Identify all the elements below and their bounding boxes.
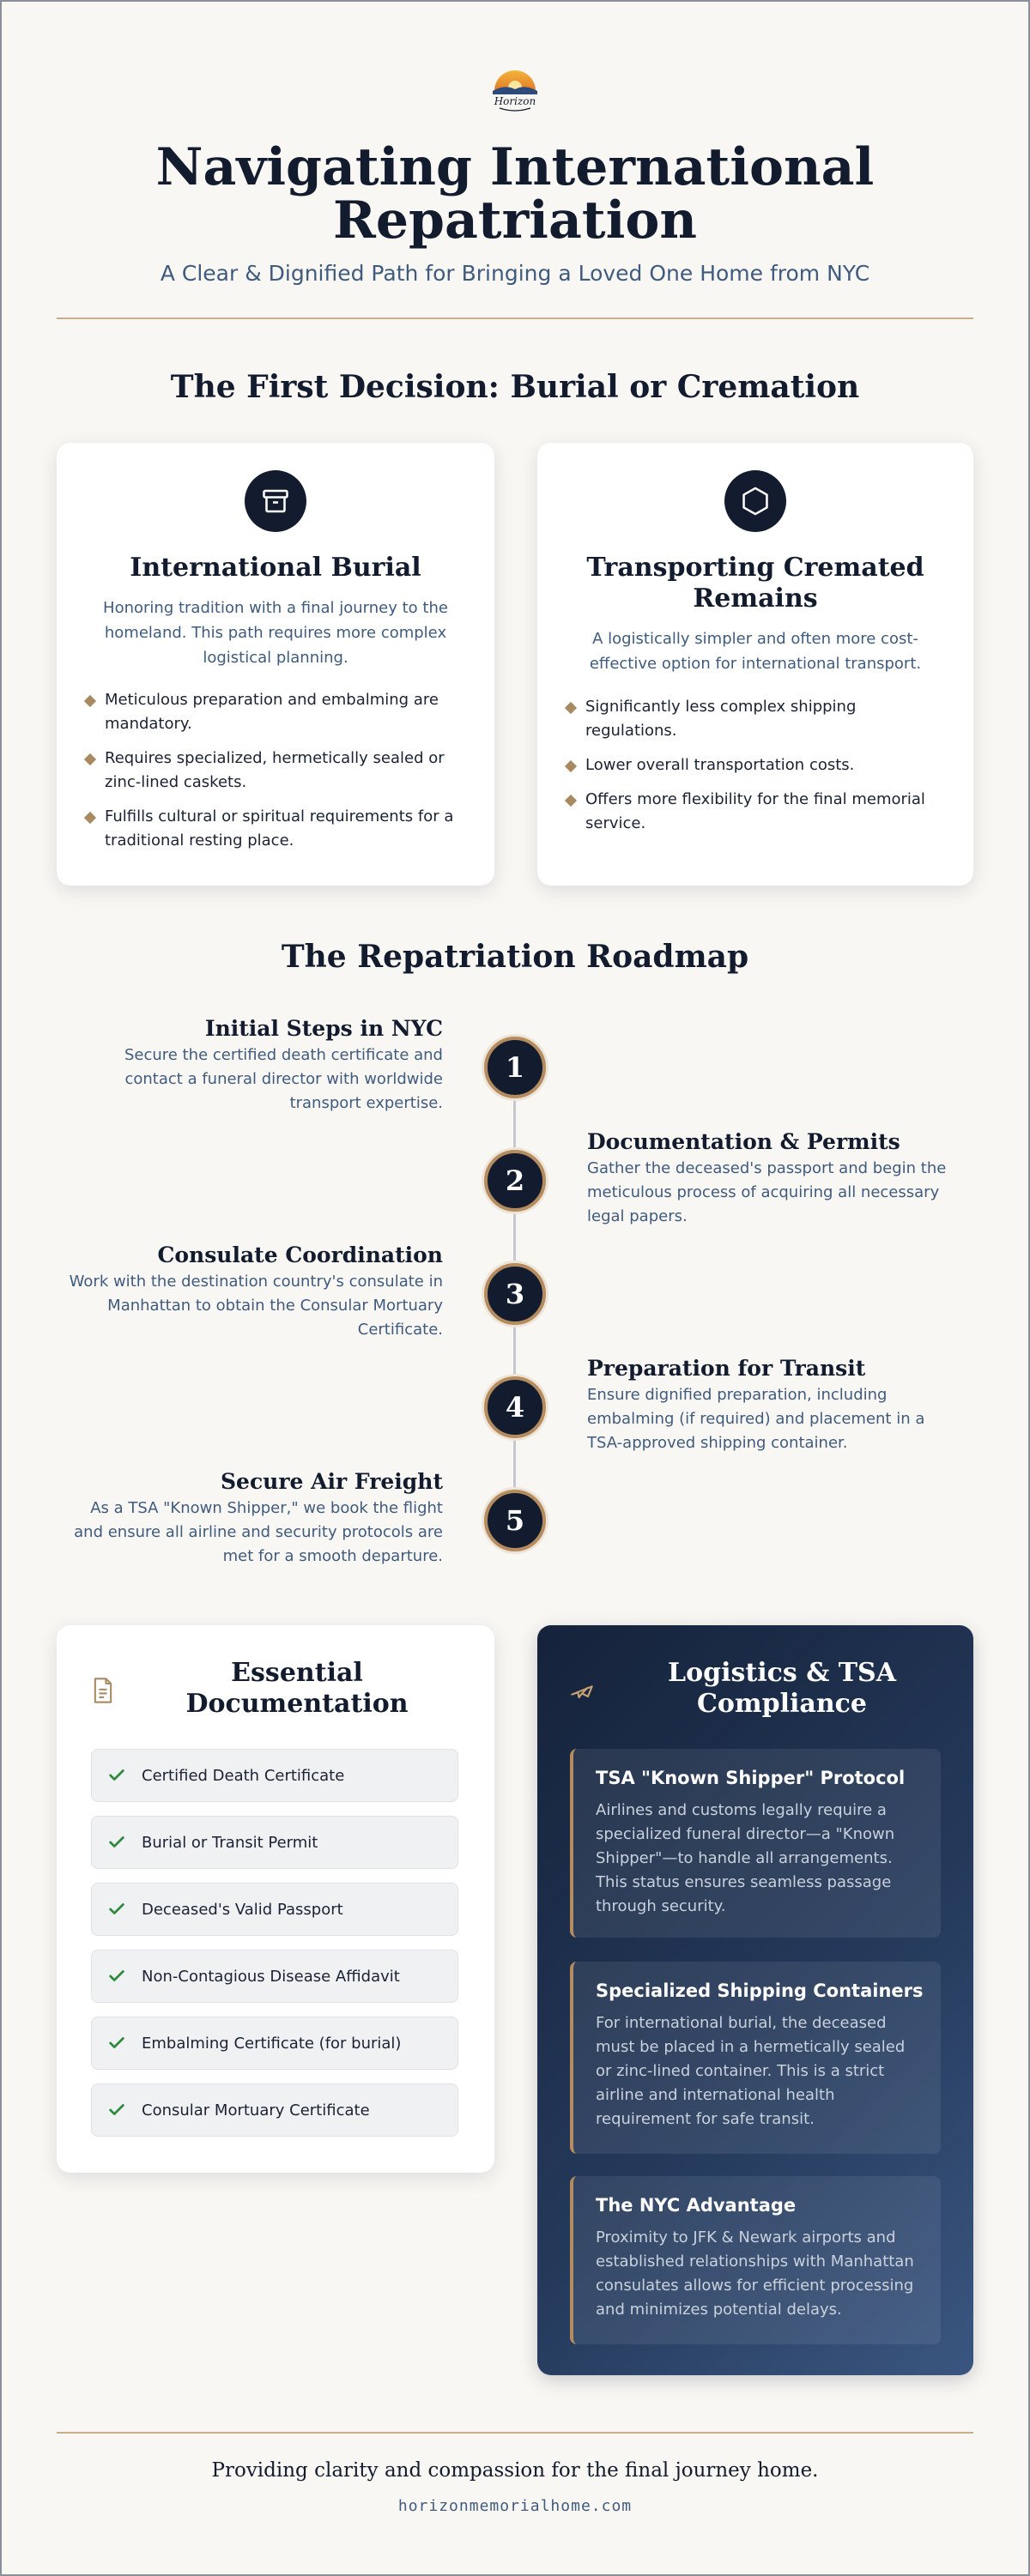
step-1-badge: 1: [484, 1037, 546, 1098]
roadmap-section-title: The Repatriation Roadmap: [281, 939, 749, 975]
document-item: Consular Mortuary Certificate: [91, 2083, 458, 2137]
burial-description: Honoring tradition with a final journey to the homeland. This path requires more complex logistical planning.: [103, 599, 448, 667]
logistics-block: [570, 1962, 941, 2154]
diamond-bullet-icon: [565, 795, 577, 807]
document-item: Embalming Certificate (for burial): [91, 2017, 458, 2070]
step-4-badge: 4: [484, 1376, 546, 1438]
checkmark-icon: [107, 2101, 126, 2119]
footer-url[interactable]: horizonmemorialhome.com: [397, 2497, 633, 2515]
logistics-block-text: For international burial, the deceased must be placed in a hermetically sealed or zinc-lined container. This is a strict airline and international health requirement for safe transit.: [596, 2014, 906, 2128]
logistics-block-text: Proximity to JFK & Newark airports and established relationships with Manhattan consulates allows for efficient processing and minimizes potential delays.: [596, 2228, 914, 2319]
checkmark-icon: [107, 1833, 126, 1852]
page-title: Navigating International Repatriation: [155, 137, 875, 251]
diamond-bullet-icon: [84, 812, 96, 824]
archive-box-icon: [245, 470, 306, 532]
cremation-description: A logistically simpler and often more cost-effective option for international transport.: [589, 630, 922, 673]
document-item: Burial or Transit Permit: [91, 1816, 458, 1869]
step-5-title: Secure Air Freight: [221, 1469, 443, 1494]
hexagon-icon: [724, 470, 786, 532]
step-4-text: Ensure dignified preparation, including embalming (if required) and placement in a TSA-approved shipping container.: [587, 1386, 925, 1452]
burial-title: International Burial: [130, 553, 421, 583]
step-3-text: Work with the destination country's consulate in Manhattan to obtain the Consular Mortuary Certificate.: [69, 1273, 443, 1339]
list-item: Fulfills cultural or spiritual requirements for a traditional resting place.: [84, 805, 470, 853]
page-subtitle: A Clear & Dignified Path for Bringing a Loved One Home from NYC: [160, 261, 870, 286]
step-4-title: Preparation for Transit: [587, 1356, 866, 1381]
logistics-panel: [537, 1625, 973, 2375]
diamond-bullet-icon: [565, 702, 577, 714]
logistics-block: [570, 2176, 941, 2344]
logistics-block-text: Airlines and customs legally require a specialized funeral director—a "Known Shipper"—to handle all arrangements. This status ensures seamless passage through security.: [596, 1801, 895, 1915]
step-3-title: Consulate Coordination: [157, 1243, 443, 1267]
diamond-bullet-icon: [565, 760, 577, 772]
plane-icon: [570, 1678, 594, 1702]
documentation-card: [57, 1625, 494, 2173]
step-3-badge: 3: [484, 1263, 546, 1325]
list-item: Meticulous preparation and embalming are mandatory.: [84, 688, 470, 736]
logistics-block: [570, 1749, 941, 1938]
footer-tagline: Providing clarity and compassion for the final journey home.: [211, 2459, 819, 2482]
list-item: Lower overall transportation costs.: [565, 753, 951, 777]
burial-card: [57, 443, 494, 886]
cremation-title: Transporting Cremated Remains: [586, 553, 924, 614]
documentation-title: Essential Documentation: [185, 1658, 409, 1719]
logistics-block-title: TSA "Known Shipper" Protocol: [596, 1768, 906, 1788]
cremation-card: [537, 443, 973, 886]
svg-text:Horizon: Horizon: [494, 95, 536, 107]
logistics-block-title: Specialized Shipping Containers: [596, 1980, 924, 2001]
list-item: Requires specialized, hermetically sealed or zinc-lined caskets.: [84, 747, 470, 795]
checkmark-icon: [107, 1967, 126, 1986]
document-icon: [91, 1677, 115, 1704]
step-2-title: Documentation & Permits: [587, 1129, 900, 1154]
list-item: Significantly less complex shipping regulations.: [565, 695, 951, 743]
checkmark-icon: [107, 1900, 126, 1919]
checkmark-icon: [107, 1766, 126, 1785]
cremation-points: [565, 695, 951, 846]
step-5-badge: 5: [484, 1490, 546, 1551]
logistics-title: Logistics & TSA Compliance: [667, 1658, 896, 1719]
footer-divider: [57, 2432, 973, 2434]
burial-points: [84, 688, 470, 863]
logistics-block-title: The NYC Advantage: [596, 2195, 797, 2216]
step-5-text: As a TSA "Known Shipper," we book the flight and ensure all airline and security protocols are met for a smooth departure.: [74, 1499, 443, 1565]
horizon-logo: [488, 62, 542, 113]
step-1-title: Initial Steps in NYC: [204, 1016, 443, 1041]
checkmark-icon: [107, 2034, 126, 2053]
decision-section-title: The First Decision: Burial or Cremation: [170, 369, 860, 405]
step-2-badge: 2: [484, 1150, 546, 1212]
diamond-bullet-icon: [84, 753, 96, 765]
list-item: Offers more flexibility for the final memorial service.: [565, 788, 951, 836]
document-item: Non-Contagious Disease Affidavit: [91, 1950, 458, 2003]
header-divider: [57, 317, 973, 319]
document-item: Deceased's Valid Passport: [91, 1883, 458, 1936]
step-1-text: Secure the certified death certificate and contact a funeral director with worldwide transport expertise.: [124, 1046, 443, 1112]
diamond-bullet-icon: [84, 695, 96, 707]
step-2-text: Gather the deceased's passport and begin the meticulous process of acquiring all necessary legal papers.: [587, 1159, 947, 1225]
document-item: Certified Death Certificate: [91, 1749, 458, 1802]
